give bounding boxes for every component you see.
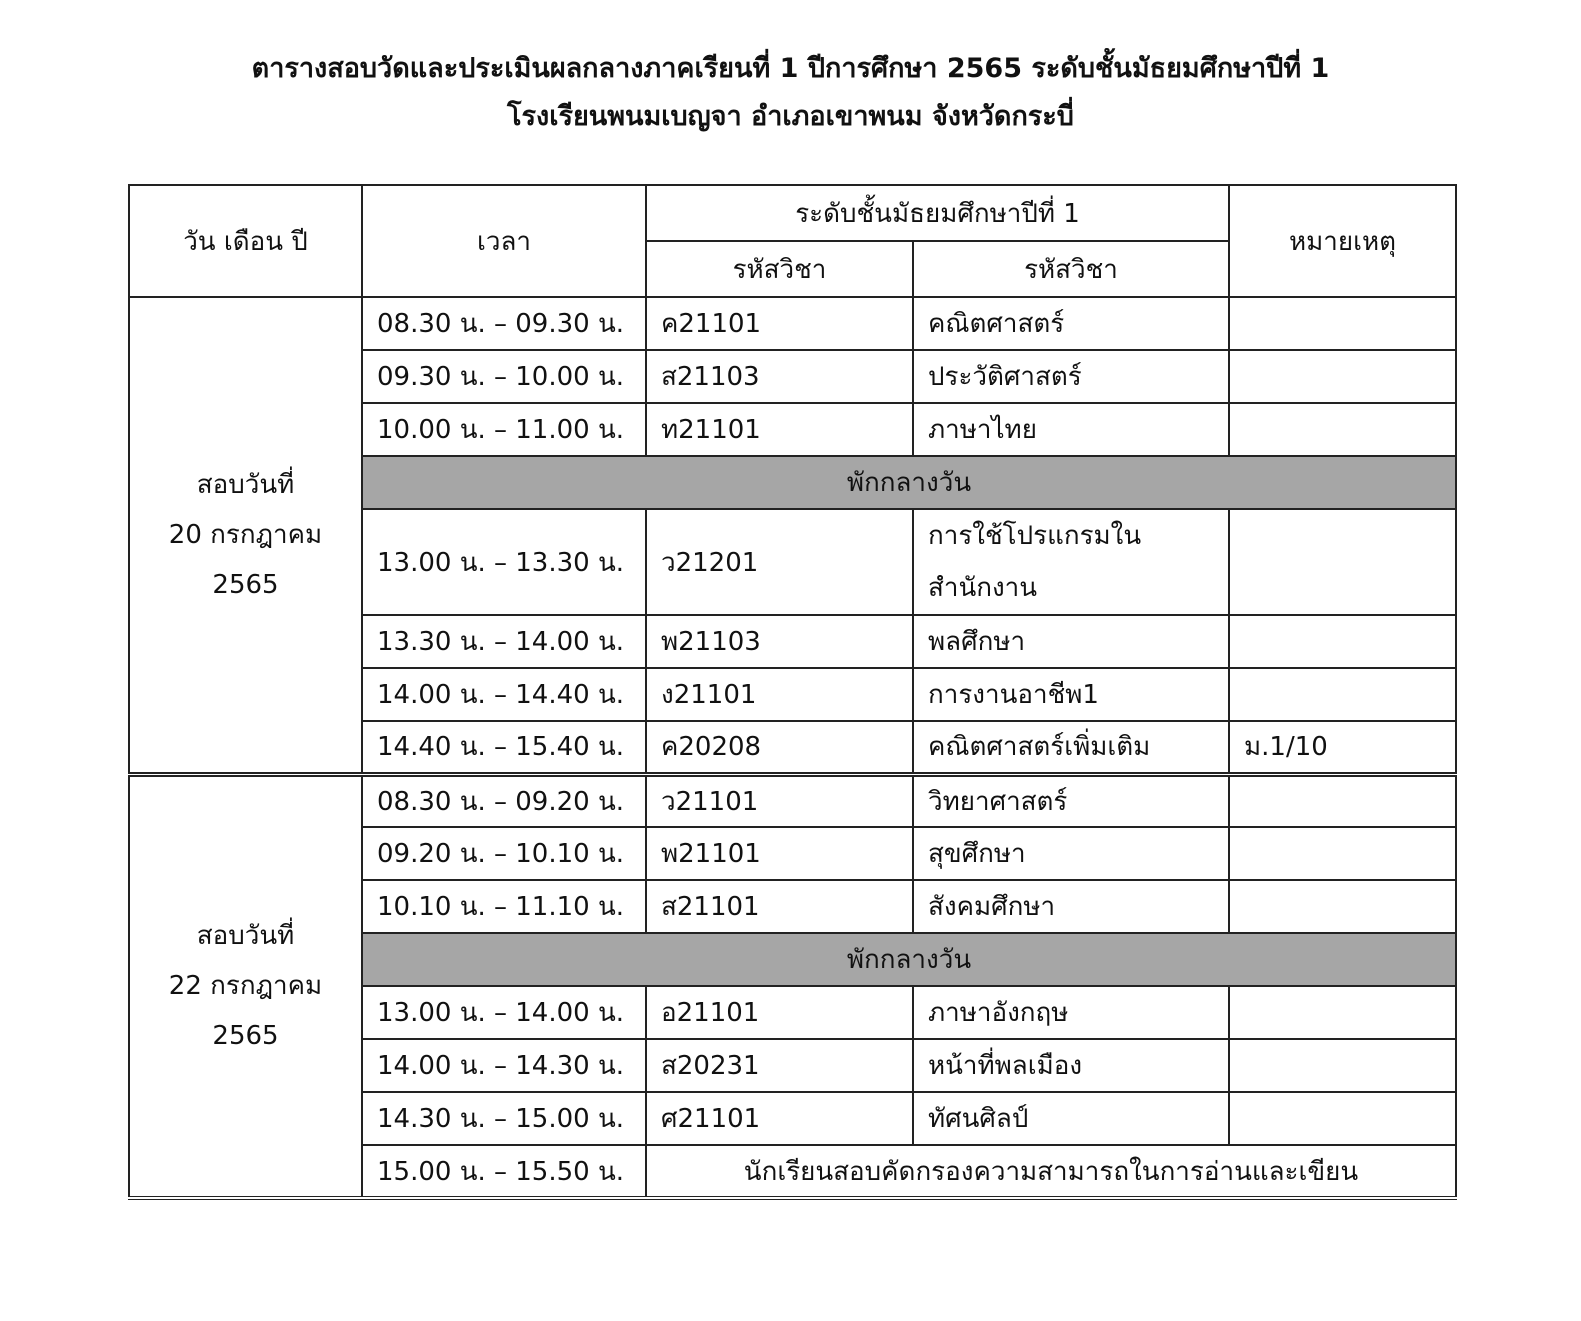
subject-cell: [913, 509, 1229, 615]
time-cell: 14.30 น. – 15.00 น.: [362, 1092, 646, 1145]
subject-cell: ภาษาไทย: [913, 403, 1229, 456]
day2-date: 22 กรกฎาคม: [168, 971, 323, 1002]
code-cell: ว21101: [646, 774, 913, 827]
table-row: [129, 297, 1456, 350]
time-cell: 10.10 น. – 11.10 น.: [362, 880, 646, 933]
document-title: ตารางสอบวัดและประเมินผลกลางภาคเรียนที่ 1 ปีการศึกษา 2565 ระดับชั้นมัธยมศึกษาปีที่ 1: [251, 53, 1330, 84]
screening-notice: นักเรียนสอบคัดกรองความสามารถในการอ่านและเขียน: [646, 1145, 1456, 1198]
subject-cell: พลศึกษา: [913, 615, 1229, 668]
day1-date: 20 กรกฎาคม: [168, 519, 323, 550]
code-cell: ท21101: [646, 403, 913, 456]
subject-line: การใช้โปรแกรมใน: [928, 521, 1142, 551]
day1-year: 2565: [212, 569, 279, 600]
note-cell: [1229, 1092, 1456, 1145]
time-cell: 09.20 น. – 10.10 น.: [362, 827, 646, 880]
header-date: วัน เดือน ปี: [129, 185, 362, 297]
note-cell: [1229, 509, 1456, 615]
table-row: [129, 774, 1456, 827]
time-cell: 14.00 น. – 14.40 น.: [362, 668, 646, 721]
subject-cell: ภาษาอังกฤษ: [913, 986, 1229, 1039]
subject-cell: ทัศนศิลป์: [913, 1092, 1229, 1145]
day2-year: 2565: [212, 1021, 279, 1052]
subject-cell: สังคมศึกษา: [913, 880, 1229, 933]
code-cell: ว21201: [646, 509, 913, 615]
day1-date-cell: [129, 297, 362, 774]
time-cell: 09.30 น. – 10.00 น.: [362, 350, 646, 403]
subject-cell: การงานอาชีพ1: [913, 668, 1229, 721]
note-cell: [1229, 297, 1456, 350]
day2-label: สอบวันที่: [196, 921, 295, 952]
code-cell: ค21101: [646, 297, 913, 350]
lunch-break: พักกลางวัน: [362, 456, 1456, 509]
time-cell: 13.30 น. – 14.00 น.: [362, 615, 646, 668]
header-note: หมายเหตุ: [1229, 185, 1456, 297]
code-cell: พ21103: [646, 615, 913, 668]
exam-schedule-table: [128, 184, 1457, 1200]
code-cell: ส21101: [646, 880, 913, 933]
code-cell: ศ21101: [646, 1092, 913, 1145]
note-cell: [1229, 350, 1456, 403]
note-cell: [1229, 403, 1456, 456]
note-cell: ม.1/10: [1229, 721, 1456, 774]
header-time: เวลา: [362, 185, 646, 297]
subject-cell: คณิตศาสตร์: [913, 297, 1229, 350]
header-row: [129, 185, 1456, 241]
note-cell: [1229, 880, 1456, 933]
subject-cell: หน้าที่พลเมือง: [913, 1039, 1229, 1092]
time-cell: 13.00 น. – 14.00 น.: [362, 986, 646, 1039]
subject-cell: วิทยาศาสตร์: [913, 774, 1229, 827]
header-subject: รหัสวิชา: [913, 241, 1229, 297]
day2-date-cell: [129, 774, 362, 1198]
header-code: รหัสวิชา: [646, 241, 913, 297]
subject-line: สำนักงาน: [928, 573, 1038, 603]
time-cell: 08.30 น. – 09.20 น.: [362, 774, 646, 827]
time-cell: 15.00 น. – 15.50 น.: [362, 1145, 646, 1198]
time-cell: 10.00 น. – 11.00 น.: [362, 403, 646, 456]
time-cell: 14.00 น. – 14.30 น.: [362, 1039, 646, 1092]
note-cell: [1229, 668, 1456, 721]
code-cell: ส21103: [646, 350, 913, 403]
code-cell: ส20231: [646, 1039, 913, 1092]
note-cell: [1229, 827, 1456, 880]
day1-label: สอบวันที่: [196, 469, 295, 500]
subject-cell: สุขศึกษา: [913, 827, 1229, 880]
header-level: ระดับชั้นมัธยมศึกษาปีที่ 1: [646, 185, 1229, 241]
subject-cell: ประวัติศาสตร์: [913, 350, 1229, 403]
note-cell: [1229, 615, 1456, 668]
note-cell: [1229, 1039, 1456, 1092]
subject-cell: คณิตศาสตร์เพิ่มเติม: [913, 721, 1229, 774]
code-cell: พ21101: [646, 827, 913, 880]
time-cell: 08.30 น. – 09.30 น.: [362, 297, 646, 350]
note-cell: [1229, 986, 1456, 1039]
note-cell: [1229, 774, 1456, 827]
school-name: โรงเรียนพนมเบญจา อำเภอเขาพนม จังหวัดกระบี่: [507, 101, 1074, 132]
code-cell: ง21101: [646, 668, 913, 721]
time-cell: 13.00 น. – 13.30 น.: [362, 509, 646, 615]
code-cell: อ21101: [646, 986, 913, 1039]
time-cell: 14.40 น. – 15.40 น.: [362, 721, 646, 774]
code-cell: ค20208: [646, 721, 913, 774]
lunch-break: พักกลางวัน: [362, 933, 1456, 986]
